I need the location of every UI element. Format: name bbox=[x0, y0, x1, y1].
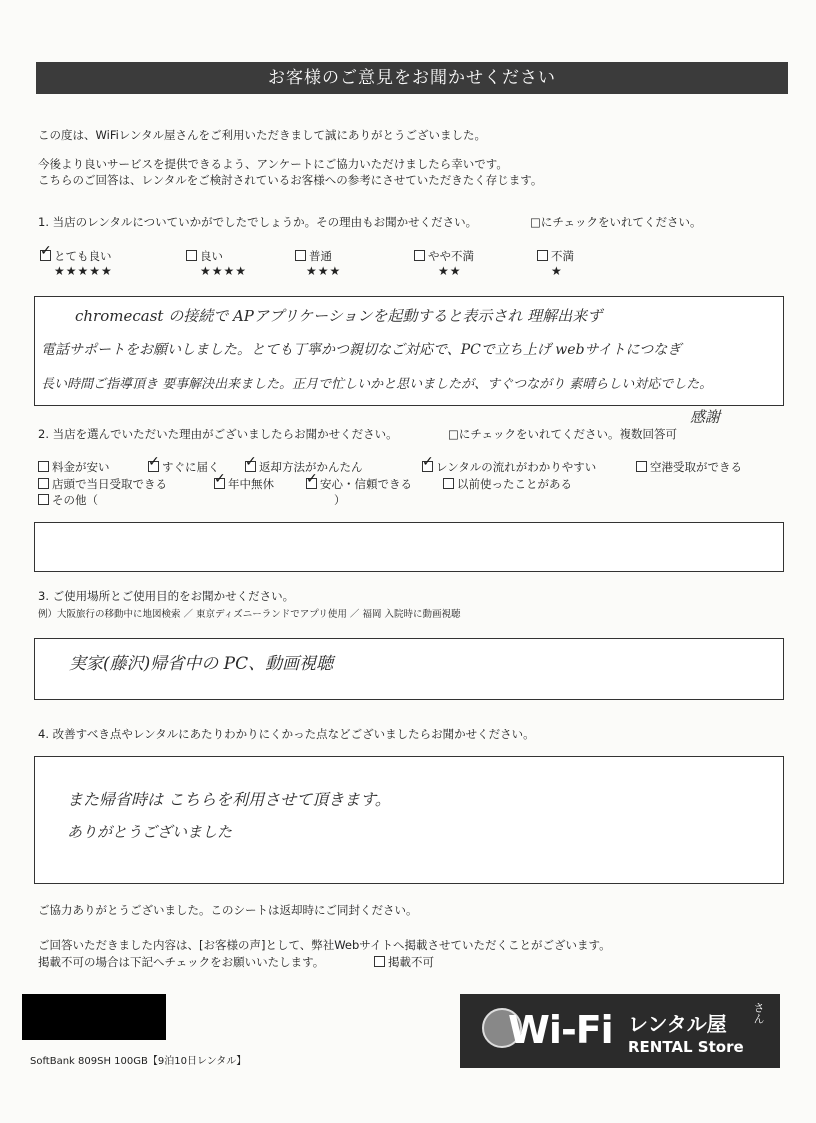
checkbox-good[interactable] bbox=[186, 250, 197, 261]
q2-instruction: □にチェックをいれてください。複数回答可 bbox=[448, 427, 678, 441]
stars-3: ★★★ bbox=[306, 264, 342, 278]
checkbox-open-year-round[interactable] bbox=[214, 478, 225, 489]
checkbox-fast-delivery[interactable] bbox=[148, 461, 159, 472]
q3-answer-box[interactable] bbox=[34, 638, 784, 700]
checkbox-trustworthy[interactable] bbox=[306, 478, 317, 489]
checkbox-dissatisfied[interactable] bbox=[537, 250, 548, 261]
checkbox-very-good[interactable] bbox=[40, 250, 51, 261]
checkbox-cheap[interactable] bbox=[38, 461, 49, 472]
q4-question: 4. 改善すべき点やレンタルにあたりわかりにくかった点などございましたらお聞かせください。 bbox=[38, 727, 535, 741]
checkbox-airport-pickup[interactable] bbox=[636, 461, 647, 472]
checkbox-easy-return[interactable] bbox=[245, 461, 256, 472]
logo-rental-text: レンタル屋 bbox=[628, 1012, 727, 1036]
q1-option-normal[interactable]: 普通 bbox=[295, 248, 332, 264]
q1-option-very-good[interactable]: ✓とても良い bbox=[40, 248, 112, 264]
footer-thanks: ご協力ありがとうございました。このシートは返却時にご同封ください。 bbox=[38, 903, 418, 917]
footer-publish-2: 掲載不可の場合は下記へチェックをお願いいたします。 bbox=[38, 955, 325, 969]
q1-option-good[interactable]: 良い bbox=[186, 248, 223, 264]
q1-answer-line-1: chromecast の接続で APアプリケーションを起動すると表示され 理解出来ず bbox=[75, 307, 603, 325]
redacted-block bbox=[22, 994, 166, 1040]
q1-question: 1. 当店のレンタルについていかがでしたでしょうか。その理由もお聞かせください。 bbox=[38, 215, 478, 229]
logo-wifi-text: Wi-Fi bbox=[508, 1008, 613, 1052]
q4-answer-box[interactable] bbox=[34, 756, 784, 884]
reason-clear-flow[interactable]: ✓ レンタルの流れがわかりやすい bbox=[422, 459, 596, 475]
company-logo bbox=[460, 994, 780, 1068]
stars-5: ★★★★★ bbox=[54, 264, 113, 278]
reason-open-year-round[interactable]: ✓ 年中無休 bbox=[214, 476, 274, 492]
q4-answer-line-2: ありがとうございました bbox=[67, 823, 233, 841]
checkbox-store-pickup[interactable] bbox=[38, 478, 49, 489]
stars-4: ★★★★ bbox=[200, 264, 248, 278]
q2-question: 2. 当店を選んでいただいた理由がございましたらお聞かせください。 bbox=[38, 427, 398, 441]
q1-option-dissatisfied[interactable]: 不満 bbox=[537, 248, 574, 264]
footer-publish-1: ご回答いただきました内容は、[お客様の声]として、弊社Webサイトへ掲載させていただくことがございます。 bbox=[38, 938, 611, 952]
q1-answer-line-4: 感謝 bbox=[690, 408, 721, 426]
q4-answer-line-1: また帰省時は こちらを利用させて頂きます。 bbox=[67, 790, 391, 809]
intro-line-3: こちらのご回答は、レンタルをご検討されているお客様への参考にさせていただきたく存じます。 bbox=[38, 173, 543, 187]
checkbox-clear-flow[interactable] bbox=[422, 461, 433, 472]
checkbox-normal[interactable] bbox=[295, 250, 306, 261]
reason-fast-delivery[interactable]: ✓ すぐに届く bbox=[148, 459, 220, 475]
checkbox-somewhat-dissatisfied[interactable] bbox=[414, 250, 425, 261]
logo-san-text: さん bbox=[752, 1002, 765, 1024]
checkbox-used-before[interactable] bbox=[443, 478, 454, 489]
q1-answer-box[interactable] bbox=[34, 296, 784, 406]
reason-trustworthy[interactable]: ✓ 安心・信頼できる bbox=[306, 476, 412, 492]
q1-option-somewhat-dissatisfied[interactable]: やや不満 bbox=[414, 248, 474, 264]
reason-other[interactable]: その他（ bbox=[38, 492, 98, 508]
q1-instruction: □にチェックをいれてください。 bbox=[530, 215, 702, 229]
intro-line-1: この度は、WiFiレンタル屋さんをご利用いただきまして誠にありがとうございました。 bbox=[38, 128, 487, 142]
rental-info: SoftBank 809SH 100GB【9泊10日レンタル】 bbox=[30, 1056, 247, 1067]
reason-airport-pickup[interactable]: 空港受取ができる bbox=[636, 459, 742, 475]
form-title: お客様のご意見をお聞かせください bbox=[36, 62, 788, 94]
reason-store-pickup[interactable]: 店頭で当日受取できる bbox=[38, 476, 167, 492]
no-publish-option[interactable]: 掲載不可 bbox=[374, 954, 434, 970]
reason-cheap[interactable]: 料金が安い bbox=[38, 459, 110, 475]
q3-question: 3. ご使用場所とご使用目的をお聞かせください。 bbox=[38, 589, 295, 603]
reason-other-close: ） bbox=[334, 493, 346, 507]
q1-answer-line-2: 電話サポートをお願いしました。とても丁寧かつ親切なご対応で、PCで立ち上げ webサイトにつなぎ bbox=[41, 342, 682, 358]
stars-2: ★★ bbox=[438, 264, 462, 278]
logo-store-text: RENTAL Store bbox=[628, 1038, 744, 1056]
reason-easy-return[interactable]: ✓ 返却方法がかんたん bbox=[245, 459, 363, 475]
q2-answer-box[interactable] bbox=[34, 522, 784, 572]
q1-answer-line-3: 長い時間ご指導頂き 要事解決出来ました。正月で忙しいかと思いましたが、すぐつながり 素晴らしい対応でした。 bbox=[41, 377, 713, 392]
checkbox-no-publish[interactable] bbox=[374, 956, 385, 967]
checkbox-other[interactable] bbox=[38, 494, 49, 505]
stars-1: ★ bbox=[551, 264, 563, 278]
q3-example: 例）大阪旅行の移動中に地図検索 ／ 東京ディズニーランドでアプリ使用 ／ 福岡 入院時に動画視聴 bbox=[38, 609, 461, 620]
q3-answer: 実家(藤沢)帰省中の PC、動画視聴 bbox=[69, 654, 334, 674]
intro-line-2: 今後より良いサービスを提供できるよう、アンケートにご協力いただけましたら幸いです。 bbox=[38, 157, 508, 171]
reason-used-before[interactable]: 以前使ったことがある bbox=[443, 476, 572, 492]
